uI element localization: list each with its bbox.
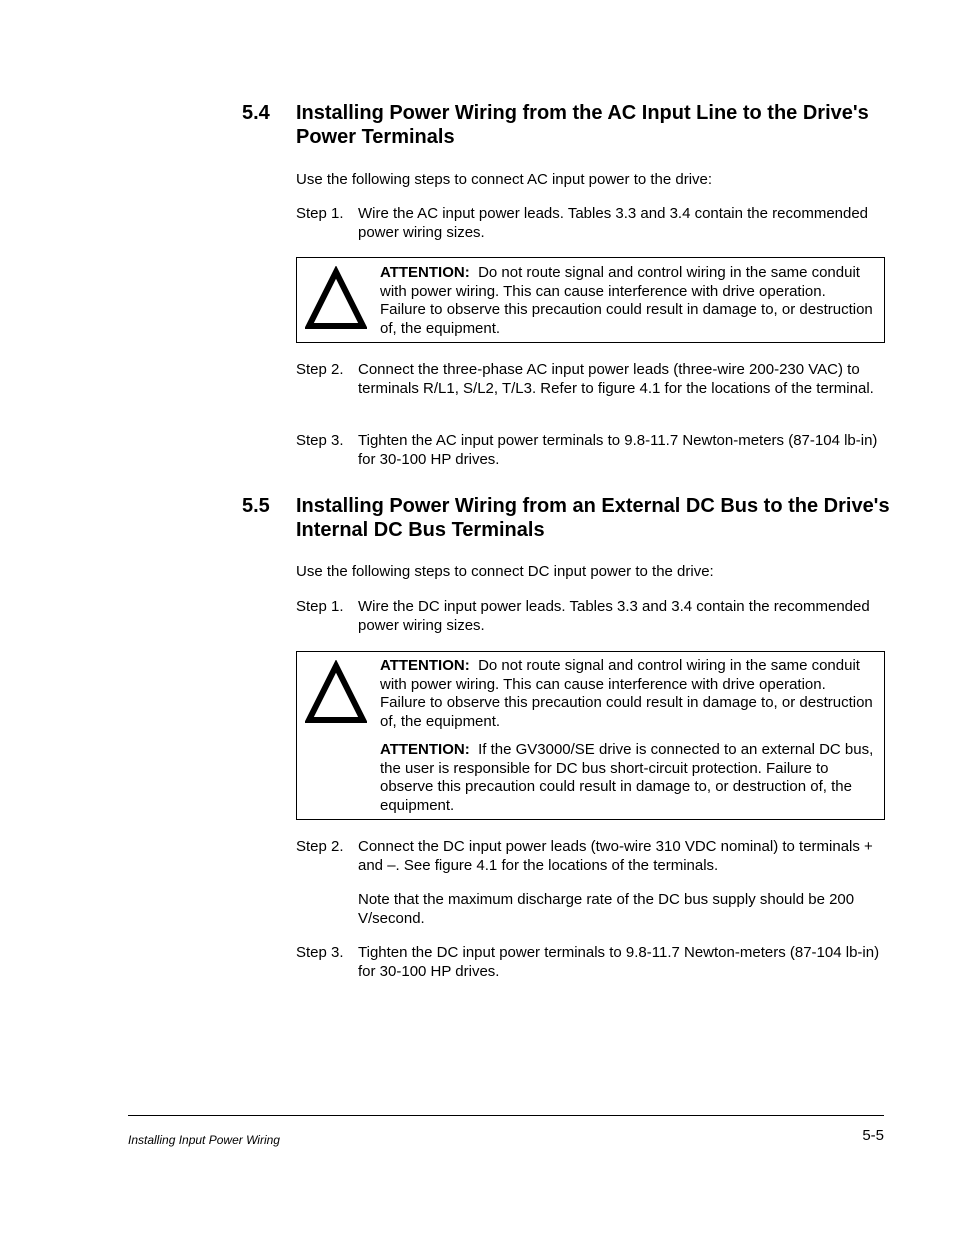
- attention-label: ATTENTION:: [380, 657, 470, 674]
- step-label: Step 3.: [296, 944, 344, 961]
- section-number: 5.4: [242, 102, 270, 124]
- step-text: Wire the AC input power leads. Tables 3.3 and 3.4 contain the recommended power wiring sizes.: [358, 205, 869, 241]
- section-title: Installing Power Wiring from an External DC Bus to the Drive's Internal DC Bus Terminals: [296, 495, 890, 541]
- section-intro: Use the following steps to connect AC input power to the drive:: [296, 171, 713, 188]
- attention-box: [296, 651, 885, 820]
- attention-text: [380, 741, 875, 815]
- step-label: Step 2.: [296, 361, 344, 378]
- attention-body: Do not route signal and control wiring in the same conduit with power wiring. This can cause interference with drive operation. Failure to observe this precaution could result in damage to, or destruction of, the equipment.: [380, 264, 873, 337]
- page-number: 5-5: [862, 1127, 884, 1144]
- section-title: Installing Power Wiring from the AC Input Line to the Drive's Power Terminals: [296, 102, 869, 148]
- footer-chapter-title: Installing Input Power Wiring: [128, 1133, 280, 1147]
- step-text: Connect the three-phase AC input power leads (three-wire 200-230 VAC) to terminals R/L1, S/L2, T/L3. Refer to figure 4.1 for the locations of the terminal.: [358, 361, 874, 397]
- step-label: Step 2.: [296, 838, 344, 855]
- step-note: Note that the maximum discharge rate of the DC bus supply should be 200 V/second.: [358, 891, 855, 927]
- step-text: Wire the DC input power leads. Tables 3.3 and 3.4 contain the recommended power wiring sizes.: [358, 598, 870, 634]
- section-number: 5.5: [242, 495, 270, 517]
- step-label: Step 1.: [296, 205, 344, 222]
- step-label: Step 1.: [296, 598, 344, 615]
- footer-divider: [128, 1115, 884, 1116]
- step-label: Step 3.: [296, 432, 344, 449]
- attention-label: ATTENTION:: [380, 741, 470, 758]
- attention-body: If the GV3000/SE drive is connected to an external DC bus, the user is responsible for DC bus short-circuit protection. Failure to observe this precaution could result in damage to, or destruction of, the equipment.: [380, 741, 874, 814]
- step-text: Connect the DC input power leads (two-wire 310 VDC nominal) to terminals + and –. See figure 4.1 for the locations of the terminals.: [358, 838, 873, 874]
- step-text: Tighten the DC input power terminals to 9.8-11.7 Newton-meters (87-104 lb-in) for 30-100 HP drives.: [358, 944, 880, 980]
- attention-text: [380, 264, 875, 338]
- attention-box: [296, 257, 885, 343]
- attention-text: [380, 657, 875, 731]
- attention-label: ATTENTION:: [380, 264, 470, 281]
- attention-body: Do not route signal and control wiring in the same conduit with power wiring. This can cause interference with drive operation. Failure to observe this precaution could result in damage to, or destruction of, the equipment.: [380, 657, 873, 730]
- warning-triangle-icon: [305, 266, 367, 330]
- warning-triangle-icon: [305, 660, 367, 724]
- section-intro: Use the following steps to connect DC input power to the drive:: [296, 563, 714, 580]
- step-text: Tighten the AC input power terminals to 9.8-11.7 Newton-meters (87-104 lb-in) for 30-100 HP drives.: [358, 432, 878, 468]
